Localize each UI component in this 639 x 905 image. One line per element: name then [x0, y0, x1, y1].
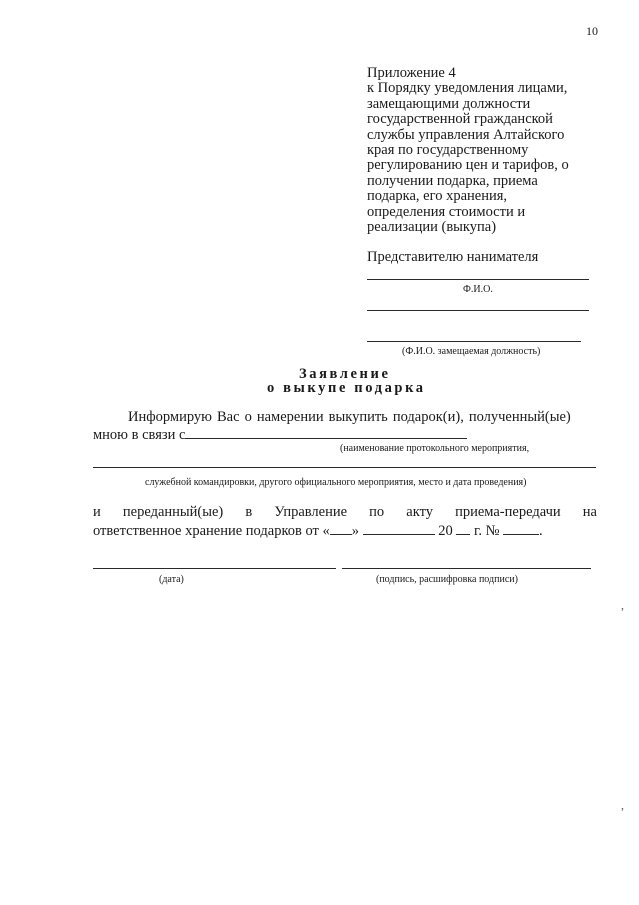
para2-text-a: ответственное хранение подарков от «: [93, 523, 330, 539]
para2-word: в: [245, 504, 253, 520]
addressee-label: Представителю нанимателя: [367, 249, 539, 265]
addressee-line-2: [367, 310, 589, 311]
day-blank: [330, 522, 352, 535]
appendix-line: Приложение 4: [367, 65, 456, 81]
addressee-position-line: [367, 341, 581, 342]
paragraph-1-prefix: мною в связи с: [93, 427, 186, 443]
para2-word: и: [93, 504, 101, 520]
para2-year-prefix: 20: [438, 523, 453, 539]
event-caption-2: служебной командировки, другого официального мероприятия, место и дата проведения): [145, 477, 527, 488]
para2-word: приема-передачи: [455, 504, 561, 520]
appendix-line: края по государственному: [367, 142, 529, 159]
paragraph-2-line-1: [93, 504, 597, 521]
appendix-line: реализации (выкупа): [367, 219, 497, 236]
date-caption: (дата): [159, 574, 184, 585]
appendix-line: получении подарка, приема: [367, 172, 538, 189]
para2-word: Управление: [274, 504, 348, 520]
para2-word: переданный(ые): [122, 504, 224, 520]
appendix-line: к Порядку уведомления лицами,: [367, 80, 568, 97]
appendix-line: службы управления Алтайского: [367, 126, 565, 143]
addressee-fio-line: [367, 279, 589, 280]
event-blank-2: [93, 467, 596, 468]
appendix-line: регулированию цен и тарифов, о: [367, 157, 569, 174]
position-caption: (Ф.И.О. замещаемая должность): [402, 346, 541, 357]
document-subtitle: о выкупе подарка: [267, 380, 426, 396]
signature-line: [342, 568, 591, 569]
paragraph-1-line-1: Информирую Вас о намерении выкупить подарок(и), полученный(ые): [128, 409, 571, 425]
event-blank-1: [185, 426, 467, 439]
paragraph-2-line-2: [93, 522, 543, 540]
signature-caption: (подпись, расшифровка подписи): [376, 574, 518, 585]
appendix-line: государственной гражданской: [367, 111, 553, 128]
appendix-line: подарка, его хранения,: [367, 188, 508, 205]
month-blank: [363, 522, 435, 535]
para2-word: по: [369, 504, 385, 520]
para2-word: на: [582, 504, 597, 520]
page-number: 10: [586, 24, 598, 38]
number-blank: [503, 522, 539, 535]
scan-mark: ,: [621, 598, 624, 612]
fio-caption: Ф.И.О.: [463, 284, 493, 295]
date-line: [93, 568, 336, 569]
para2-word: акту: [406, 504, 433, 520]
appendix-line: определения стоимости и: [367, 203, 526, 220]
para2-number-label: г. №: [474, 523, 500, 539]
scan-mark: ,: [621, 798, 624, 812]
appendix-line: замещающими должности: [367, 95, 531, 112]
event-caption: (наименование протокольного мероприятия,: [340, 443, 530, 454]
document-title: Заявление: [299, 366, 391, 382]
para2-text-b: »: [351, 523, 360, 539]
year-blank: [456, 522, 470, 535]
paragraph-1-line-2: [93, 426, 467, 444]
appendix-header: [367, 66, 617, 235]
para2-period: .: [539, 523, 543, 539]
